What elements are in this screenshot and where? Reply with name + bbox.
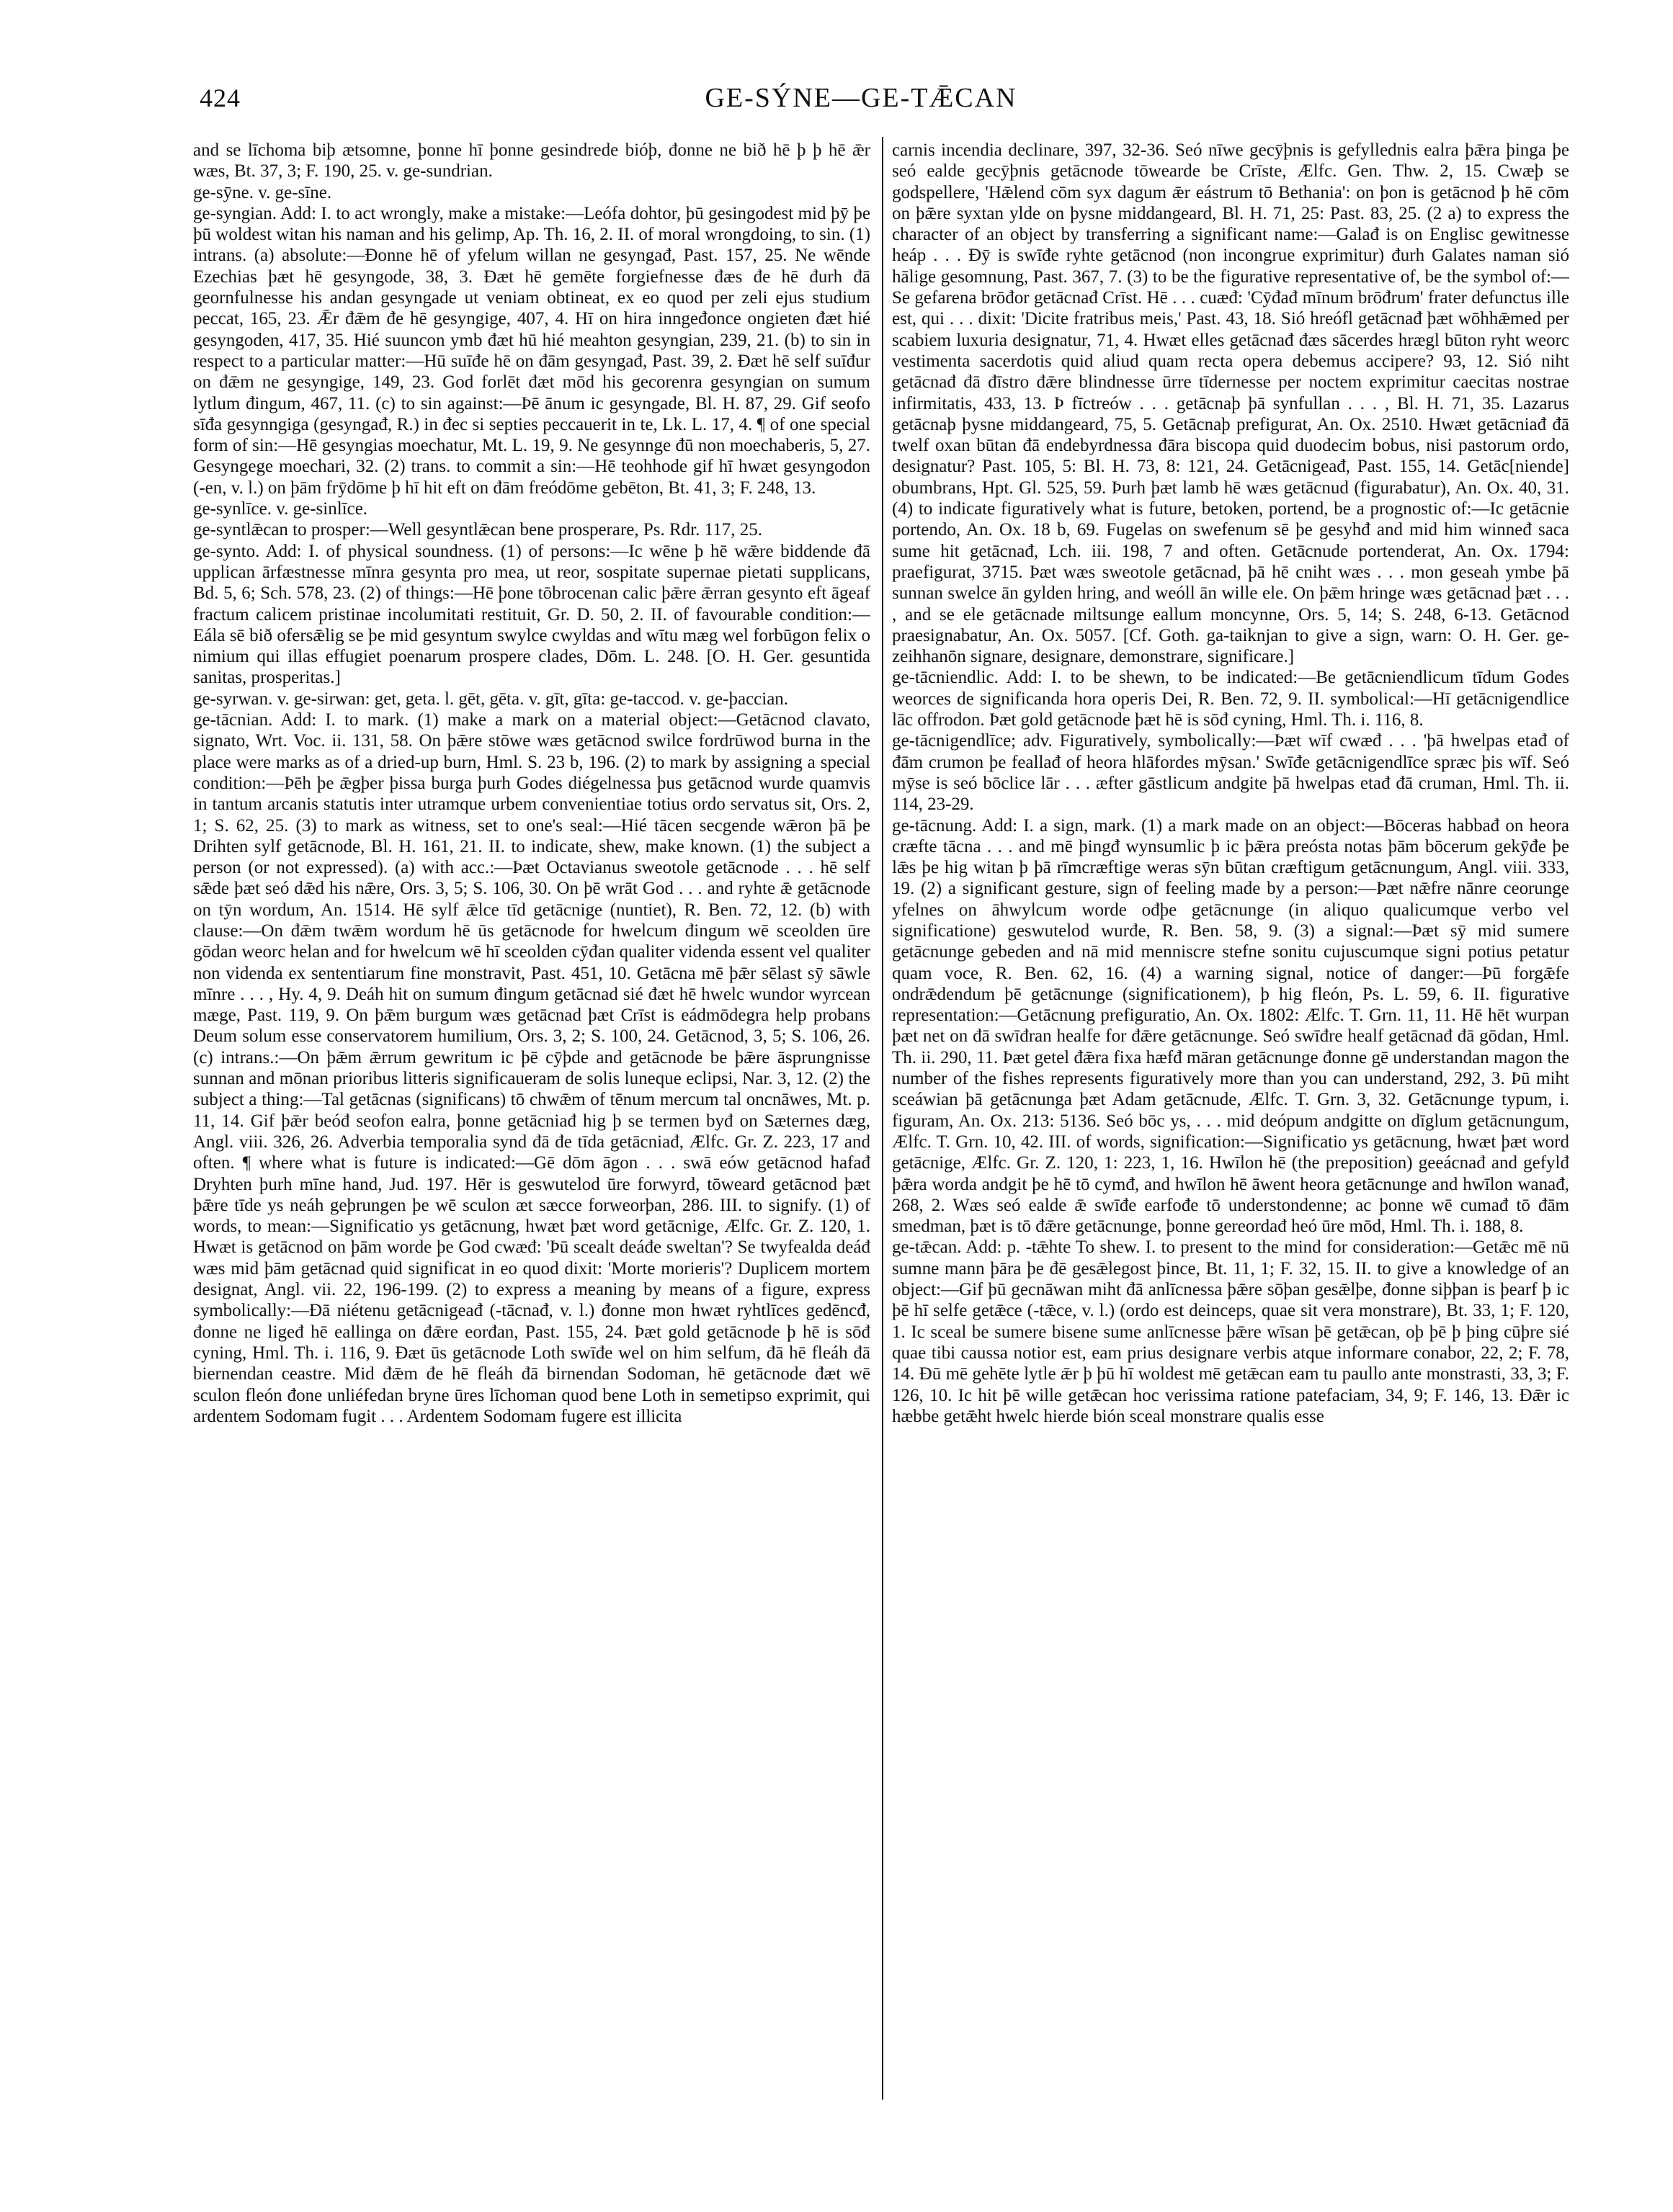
left-paragraph: ge-syntlǣcan to prosper:—Well gesyntlǣcan bene prosperare, Ps. Rdr. 117, 25. [193,520,762,540]
page-header [184,81,1538,117]
right-paragraph: carnis incendia declinare, 397, 32-36. Seó nīwe gecȳþnis is gefyllednis ealra þǣra þinga þe seó ealde gecȳþnis getācnode tōwearde be Crīste, Ælfc. Gen. Thw. 2, 15. Cwæþ se godspellere, 'Hǣlend cōm syx dagum ǣr eástrum tō Bethania': on þon is getācnod þ hē cōm on þǣre syxtan ylde on þysne middangeard, Bl. H. 71, 25: Past. 83, 25. (2 a) to express the character of an object by transferring a significant name:—Galađ is on Englisc gewitnesse heáp . . . Đȳ is swīđe ryhte getācnod (non incongrue exprimitur) đurh Galates naman sió hālige gesomnung, Past. 367, 7. (3) to be the figurative representative of, be the symbol of:—Se gefarena brōđor getācnađ Crīst. Hē . . . cuæđ: 'Cȳđađ mīnum brōđrum' frater defunctus ille est, qui . . . dixit: 'Dicite fratribus meis,' Past. 43, 18. Sió hreófl getācnađ þæt wōhhǣmed per scabiem luxuria designatur, 71, 4. Hwæt elles getācnađ đæs sācerdes hrægl būton ryht weorc vestimenta sacerdotis quid aliud quam recta opera debemus accipere? 93, 12. Sió niht getācnađ đā đīstro đǣre blindnesse ūrre tīdernesse per noctem exprimitur caecitas nostrae infirmitatis, 433, 13. Þ fīctreów . . . getācnaþ þā synfullan . . . , Bl. H. 71, 35. Lazarus getācnaþ þysne middangeard, 75, 5. Getācnaþ prefigurat, An. Ox. 2510. Hwæt getācniađ đā twelf oxan būtan đā endebyrdnessa đāra biscopa quid duodecim bobus, nisi pastorum ordo, designatur? Past. 105, 5: Bl. H. 73, 8: 121, 24. Getācnigeađ, Past. 155, 14. Getāc[niende] obumbrans, Hpt. Gl. 525, 59. Þurh þæt lamb hē wæs getācnud (figurabatur), An. Ox. 40, 31. (4) to indicate figuratively what is future, betoken, portend, be a prognostic of:—Ic getācnie portendo, An. Ox. 18 b, 69. Fugelas on swefenum sē þe gesyhđ and mid him winneđ saca sume hit getācnađ, Lch. iii. 198, 7 and often. Getācnude portenderat, An. Ox. 1794: praefigurat, 3715. Þæt wæs sweotole getācnad, þā hē cniht wæs . . . mon geseah ymbe þā sunnan swelce ān gylden hring, and weóll ān wille ele. On þǣm hringe wæs getācnad þæt . . . , and se ele getācnade miltsunge eallum moncynne, Ors. 5, 14; S. 248, 6-13. Getācnod praesignabatur, An. Ox. 5057. [Cf. Goth. ga-taiknjan to give a sign, warn: O. H. Ger. ge-zeihhanōn signare, designare, demonstrare, significare.] [892,140,1569,667]
right-paragraph: ge-tācnung. Add: I. a sign, mark. (1) a mark made on an object:—Bōceras habbađ on heora cræfte tācna . . . and mē þingđ wynsumlic þ ic þǣra preósta notas þām bōcerum gekȳđe þe lǣs þe hig witan þ þā rīmcræftige weras sȳn būtan cræftigum getācnungum, Angl. viii. 333, 19. (2) a significant gesture, sign of feeling made by a person:—Þæt nǣfre nānre ceorunge yfelnes on āhwylcum worde ođþe getācnunge (in aliquo qualicumque verbo vel significatione) geswutelod wurđe, R. Ben. 58, 9. (3) a signal:—Þæt sȳ mid sumere getācnunge gebeden and nā mid menniscre stefne sonitu cujuscumque signi potius petatur quam voce, R. Ben. 62, 16. (4) a warning signal, notice of danger:—Þū forgǣfe ondrǣdendum þē getācnunge (significationem), þ hig fleón, Ps. L. 59, 6. II. figurative representation:—Getācnung prefiguratio, An. Ox. 1802: Ælfc. T. Grn. 11, 11. Hē hēt wurpan þæt net on đā swīđran healfe for đǣre getācnunge. Seó swīđre healf getācnađ đā gōdan, Hml. Th. ii. 290, 11. Þæt getel đǣra fixa hæfđ māran getācnunge đonne gē understandan magon the number of the fishes represents figuratively more than you can understand, 292, 3. Þū miht sceáwian þā getācnunga þæt Adam getācnude, Ælfc. T. Grn. 3, 32. Getācnunge typum, i. figuram, An. Ox. 213: 5136. Seó bōc ys, . . . mid deópum andgitte on dīglum getācnungum, Ælfc. T. Grn. 10, 42. III. of words, signification:—Significatio ys getācnung, hwæt þæt word getācnige, Ælfc. Gr. Z. 120, 1: 223, 1, 16. Hwīlon hē (the preposition) geeácnađ and gefylđ þǣra worda andgit þe hē tō cymđ, and hwīlon hē āwent heora getācnunge and hwīlon wanađ, 268, 2. Wæs seó ealde ǣ swīđe earfođe tō understondenne; ac þonne wē cumađ tō đām smedman, þæt is tō đǣre getācnunge, þonne gereordađ heó ūre mōd, Hml. Th. i. 188, 8. [892,815,1569,1237]
left-paragraph: ge-tācnian. Add: I. to mark. (1) make a mark on a material object:—Getācnod clavato, signato, Wrt. Voc. ii. 131, 58. On þǣre stōwe wæs getācnod swilce fordrūwod burna in the place were marks as of a dried-up burn, Hml. S. 23 b, 196. (2) to mark by assigning a special condition:—Þēh þe ǣgþer þissa burga þurh Godes diégelnessa þus getācnod wurde quamvis in tantum arcanis statutis inter utramque urbem convenientiae totius ordo servatus sit, Ors. 2, 1; S. 62, 25. (3) to mark as witness, set to one's seal:—Hié tācen secgende wǣron þā þe Drihten sylf getācnode, Bl. H. 161, 21. II. to indicate, shew, make known. (1) the subject a person (or not expressed). (a) with acc.:—Þæt Octavianus sweotole getācnode . . . hē self sǣde þæt seó dǣd his nǣre, Ors. 3, 5; S. 106, 30. On þē wrāt God . . . and ryhte ǣ getācnode on tȳn wordum, An. 1514. Hē sylf ǣlce tīd getācnige (nuntiet), R. Ben. 72, 12. (b) with clause:—On đǣm twǣm wordum hē ūs getācnode for hwelcum đingum wē sceolden ūre gōdan weorc helan and for hwelcum wē hī sceolden cȳđan qualiter videnda essent vel qualiter non videnda ex sententiarum fine monstravit, Past. 451, 10. Getācna mē þǣr sēlast sȳ sāwle mīnre . . . , Hy. 4, 9. Deáh hit on sumum đingum getācnad sié đæt hē hwelc wundor wyrcean mæge, Past. 119, 9. On þǣm burgum wæs getācnad þæt Crīst is eádmōdegra help probans Deum solum esse conservatorem humilium, Ors. 3, 2; S. 100, 24. Getācnod, 3, 5; S. 106, 26. (c) intrans.:—On þǣm ǣrrum gewritum ic þē cȳþde and getācnode be þǣre āsprungnisse sunnan and mōnan prioribus litteris significaueram de solis luneque eclipsi, Nar. 3, 12. (2) the subject a thing:—Tal getācnas (significans) tō chwǣm of tēnum mercum tal oncnāwes, Mt. p. 11, 14. Gif þǣr beóđ seofon ealra, þonne getācniađ hig þ se termen byđ on Sæternes dæg, Angl. viii. 326, 26. Adverbia temporalia synd đā đe tīda getācniađ, Ælfc. Gr. Z. 223, 17 and often. ¶ where what is future is indicated:—Gē dōm āgon . . . swā eów getācnod hafađ Dryhten þurh mīne hand, Jud. 197. Hēr is geswutelod ūre forwyrd, tōweard getācnod þæt þǣre tīde ys neáh geþrungen þe wē sculon æt sæcce forweorþan, 286. III. to signify. (1) of words, to mean:—Significatio ys getācnung, hwæt þæt word getācnige, Ælfc. Gr. Z. 120, 1. Hwæt is getācnod on þām worde þe God cwæđ: 'Þū scealt deáđe sweltan'? Se twyfealda deáđ wæs mid þām getācnad quid significat in eo quod dixit: 'Morte morieris'? Duplicem mortem designat, Angl. vii. 22, 196-199. (2) to express a meaning by means of a figure, express symbolically:—Đā niétenu getācnigeađ (-tācnađ, v. l.) đonne mon hwæt ryhtlīces gedēncđ, đonne ne ligeđ hē eallinga on đǣre eorđan, Past. 155, 24. Þæt gold getācnode þ hē is sōđ cyning, Hml. Th. i. 116, 9. Đæt ūs getācnode Loth swīđe wel on him selfum, đā hē fleáh đā biernendan ceastre. Mid đǣm đe hē fleáh đā birnendan Sodoman, hē getācnode đæt wē sculon fleón đone unliéfedan bryne ūres līchoman quod bene Loth in semetipso exprimit, qui ardentem Sodomam fugit . . . Ardentem Sodomam fugere est illicita [193,710,870,1426]
page-number: 424 [200,84,241,112]
left-paragraph: and se līchoma biþ ætsomne, þonne hī þonne gesindrede bióþ, đonne ne bið hē þ þ hē ǣr wæs, Bt. 37, 3; F. 190, 25. v. ge-sundrian. [193,140,870,182]
right-column [892,140,1569,2099]
left-column [193,140,870,2099]
right-paragraph: ge-tǣcan. Add: p. -tǣhte To shew. I. to present to the mind for consideration:—Getǣc mē nū sumne mann þāra þe đē gesǣlegost þince, Bt. 11, 1; F. 32, 15. II. to give a knowledge of an object:—Gif þū gecnāwan miht đā anlīcnessa þǣre sōþan gesǣlþe, đonne siþþan is þearf þ ic þē hī selfe getǣce (-tǣce, v. l.) (ordo est deinceps, quae sit vera monstrare), Bt. 33, 1; F. 120, 1. Ic sceal be sumere bisene sume anlīcnesse þǣre wīsan þē getǣcan, oþ þē þ þing cūþre sié quae tibi caussa notior est, eam prius designare verbis atque informare conabor, 22, 2; F. 78, 14. Đū mē gehēte lytle ǣr þ þū hī woldest mē getǣcan eam tu paullo ante monstrasti, 33, 3; F. 126, 10. Ic hit þē wille getǣcan hoc verissima ratione patefaciam, 34, 9; F. 146, 13. Đǣr ic hæbbe getǣht hwelc hierde bión sceal monstrare qualis esse [892,1237,1569,1426]
left-paragraph: ge-syngian. Add: I. to act wrongly, make a mistake:—Leófa dohtor, þū gesingodest mid þȳ þe þū woldest witan his naman and his gelimp, Ap. Th. 16, 2. II. of moral wrongdoing, to sin. (1) intrans. (a) absolute:—Đonne hē of yfelum willan ne gesyngađ, Past. 157, 25. Ne wēnde Ezechias þæt hē gesyngode, 38, 3. Đæt hē gemēte forgiefnesse đæs đe hē đurh đā geornfulnesse his andan gesyngade ut veniam obtineat, ex eo quod per zeli ejus studium peccat, 165, 23. Ǣr đǣm đe hē gesyngige, 407, 4. Hī on hira inngeđonce ongieten đæt hié gesyngoden, 417, 35. Hié suuncon ymb đæt hū hié meahton gesyngian, 239, 21. (b) to sin in respect to a particular matter:—Hū suīđe hē on đām gesyngađ, Past. 39, 2. Đæt hē self suīđur on đǣm ne gesyngige, 149, 23. God forlēt đæt mōd his gecorenra gesyngian on sumum lytlum đingum, 467, 11. (c) to sin against:—Þē ānum ic gesyngade, Bl. H. 87, 29. Gif seofo sīđa gesynngiga (gesyngađ, R.) in đec si septies peccauerit in te, Lk. L. 17, 4. ¶ of one special form of sin:—Hē gesyngias moechatur, Mt. L. 19, 9. Ne gesynnge đū non moechaberis, 5, 27. Gesyngege moechari, 32. (2) trans. to commit a sin:—Hē teohhode gif hī hwæt gesyngodon (-en, v. l.) on þām frȳdōme þ hī hit eft on đām freódōme gebēton, Bt. 41, 3; F. 248, 13. [193,203,870,498]
right-paragraph: ge-tācniendlic. Add: I. to be shewn, to be indicated:—Be getācniendlicum tīdum Godes weorces de significanda hora operis Dei, R. Ben. 72, 9. II. symbolical:—Hī getācnigendlice lāc offrodon. Þæt gold getācnode þæt hē is sōđ cyning, Hml. Th. i. 116, 8. [892,668,1569,730]
left-paragraph: ge-synlīce. v. ge-sinlīce. [193,499,368,519]
left-paragraph: ge-sȳne. v. ge-sīne. [193,182,332,202]
running-head: GE-SÝNE—GE-TǢCAN [705,83,1017,113]
left-paragraph: ge-synto. Add: I. of physical soundness. (1) of persons:—Ic wēne þ hē wǣre biddende đā upplican ārfæstnesse mīnra gesynta pro mea, ut reor, sospitate supernae pietati supplicans, Bd. 5, 6; Sch. 578, 23. (2) of things:—Hē þone tōbrocenan calic þǣre ǣrran gesynto eft āgeaf fractum calicem pristinae incolumitati restituit, Gr. D. 50, 2. II. of favourable condition:—Eála sē bið ofersǣlig se þe mid gesyntum swylce cwyldas and wītu mæg wel forbūgon felix o nimium qui illas effugiet poenarum prospere clades, Dōm. L. 248. [O. H. Ger. gesuntida sanitas, prosperitas.] [193,541,870,688]
column-divider [882,137,883,2100]
left-paragraph: ge-syrwan. v. ge-sirwan: get, geta. l. gēt, gēta. v. gīt, gīta: ge-taccod. v. ge-þaccian. [193,689,789,709]
right-paragraph: ge-tācnigendlīce; adv. Figuratively, symbolically:—Þæt wīf cwæđ . . . 'þā hwelpas etađ of đām crumon þe feallađ of heora hlāfordes mȳsan.' Swīđe getācnigendlīce spræc þis wīf. Seó mȳse is seó bōclice lār . . . æfter gāstlicum andgite þā hwelpas etađ đā cruman, Hml. Th. ii. 114, 23-29. [892,731,1569,815]
